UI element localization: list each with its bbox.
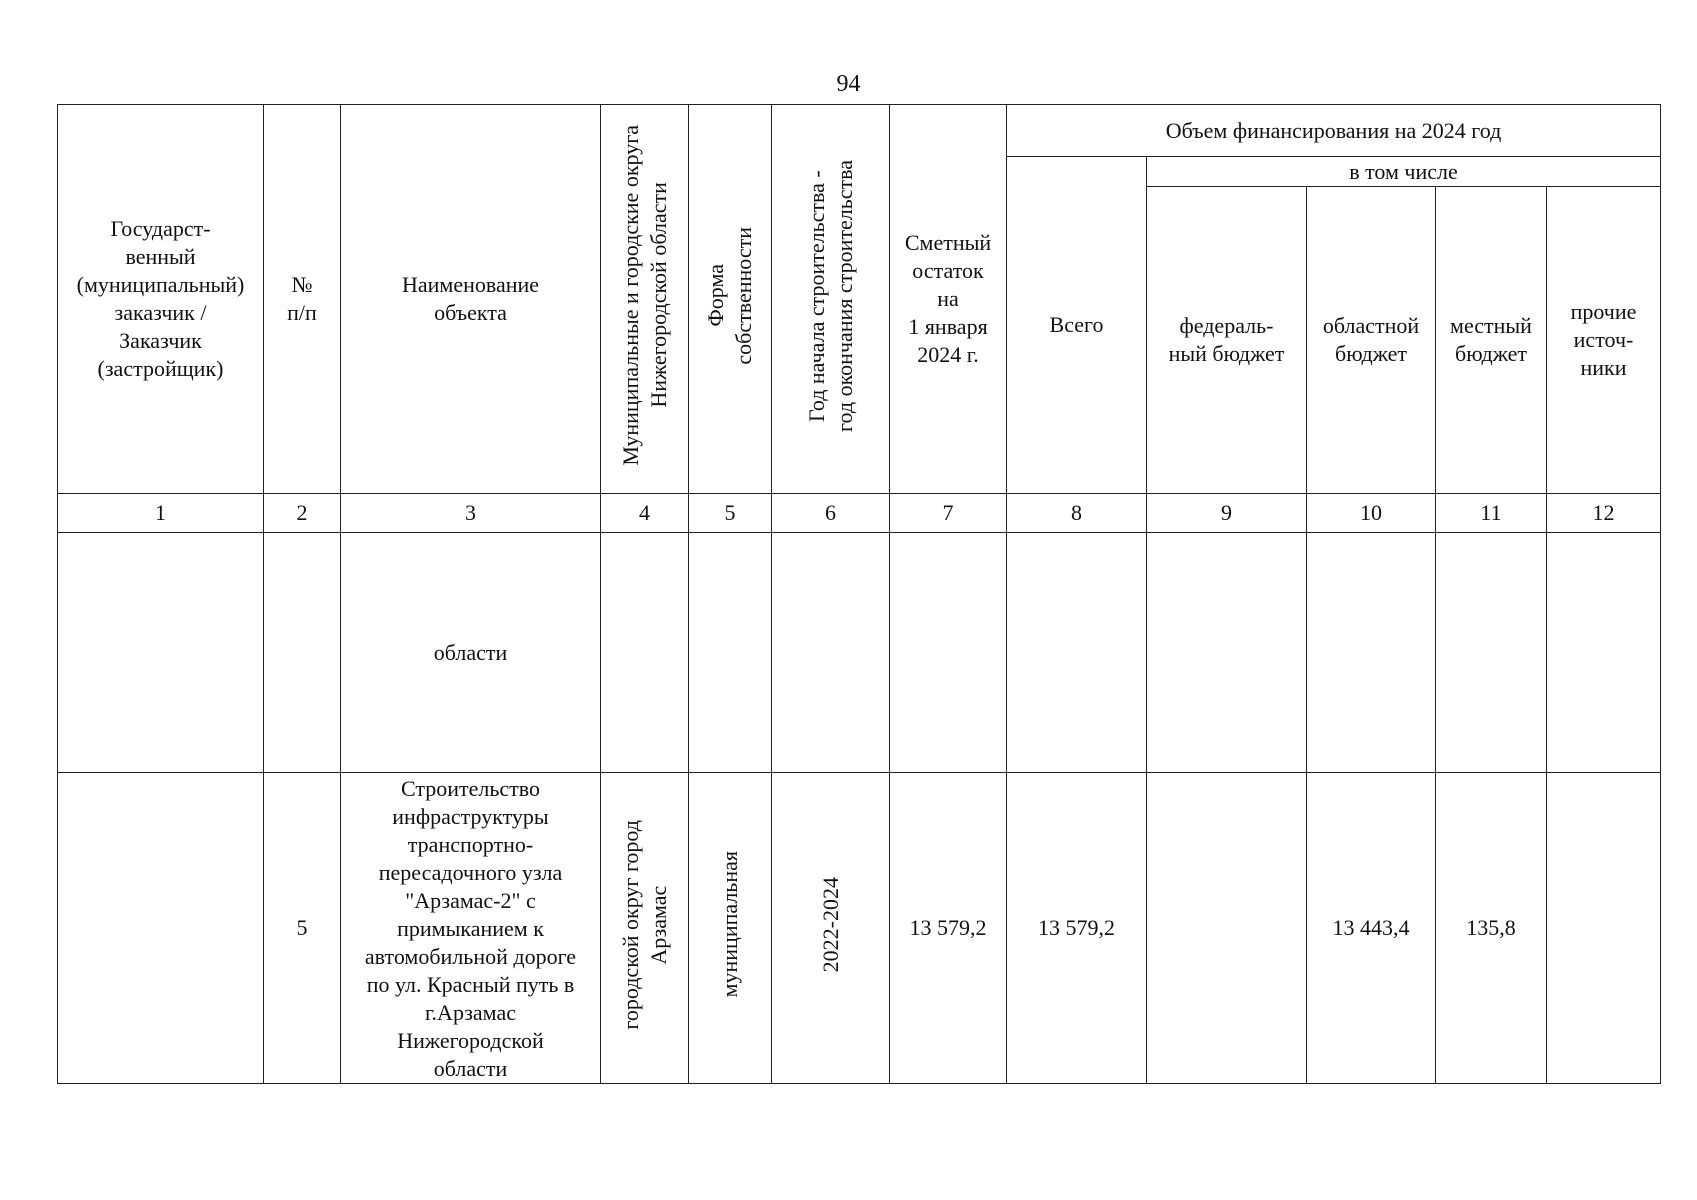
cell-customer [58, 533, 264, 773]
column-number: 11 [1436, 494, 1547, 533]
cell-total: 13 579,2 [1007, 773, 1147, 1084]
cell-local [1436, 533, 1547, 773]
header-including: в том числе [1147, 157, 1661, 187]
cell-customer [58, 773, 264, 1084]
header-row-1 [58, 105, 1661, 157]
table-row [58, 773, 1661, 1084]
header-ownership: Форма собственности [689, 105, 772, 494]
column-number: 4 [601, 494, 689, 533]
column-number: 7 [890, 494, 1007, 533]
cell-local: 135,8 [1436, 773, 1547, 1084]
header-customer: Государст- венный (муниципальный) заказчик / Заказчик (застройщик) [58, 105, 264, 494]
header-object-name: Наименование объекта [341, 105, 601, 494]
cell-ownership [689, 533, 772, 773]
header-regional: областной бюджет [1307, 187, 1436, 494]
cell-municipality [601, 533, 689, 773]
cell-object-name: Строительство инфраструктуры транспортно- пересадочного узла "Арзамас-2" с примыканием к автомобильной дороге по ул. Красный путь в г.Арзамас Нижегородской области [341, 773, 601, 1084]
cell-object-name: области [341, 533, 601, 773]
header-years: Год начала строительства - год окончания строительства [772, 105, 890, 494]
cell-federal [1147, 773, 1307, 1084]
table-row [58, 533, 1661, 773]
cell-balance: 13 579,2 [890, 773, 1007, 1084]
column-number: 10 [1307, 494, 1436, 533]
cell-federal [1147, 533, 1307, 773]
column-number: 12 [1547, 494, 1661, 533]
column-number: 9 [1147, 494, 1307, 533]
header-balance: Сметный остаток на 1 января 2024 г. [890, 105, 1007, 494]
header-federal: федераль- ный бюджет [1147, 187, 1307, 494]
cell-years: 2022-2024 [772, 773, 890, 1084]
cell-regional: 13 443,4 [1307, 773, 1436, 1084]
header-other: прочие источ- ники [1547, 187, 1661, 494]
cell-other [1547, 773, 1661, 1084]
column-number: 2 [264, 494, 341, 533]
header-municipality: Муниципальные и городские округа Нижегородской области [601, 105, 689, 494]
column-number: 1 [58, 494, 264, 533]
cell-ownership: муниципальная [689, 773, 772, 1084]
cell-total [1007, 533, 1147, 773]
column-number: 3 [341, 494, 601, 533]
header-total: Всего [1007, 157, 1147, 494]
cell-regional [1307, 533, 1436, 773]
cell-years [772, 533, 890, 773]
cell-num [264, 533, 341, 773]
cell-num: 5 [264, 773, 341, 1084]
column-number: 6 [772, 494, 890, 533]
construction-financing-table [57, 104, 1661, 1084]
cell-balance [890, 533, 1007, 773]
header-local: местный бюджет [1436, 187, 1547, 494]
header-funding: Объем финансирования на 2024 год [1007, 105, 1661, 157]
header-num: № п/п [264, 105, 341, 494]
page-number: 94 [836, 71, 861, 97]
cell-other [1547, 533, 1661, 773]
column-number: 5 [689, 494, 772, 533]
column-numbers-row [58, 494, 1661, 533]
column-number: 8 [1007, 494, 1147, 533]
cell-municipality: городской округ город Арзамас [601, 773, 689, 1084]
